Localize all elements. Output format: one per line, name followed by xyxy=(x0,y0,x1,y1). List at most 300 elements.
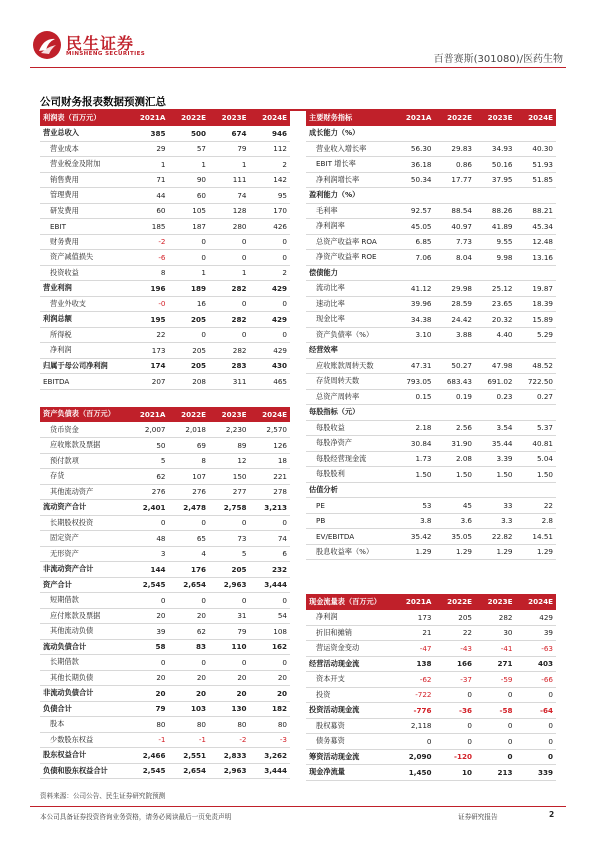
row-value: 189 xyxy=(169,281,210,297)
minsheng-logo-icon xyxy=(32,30,62,60)
year-header: 2024E xyxy=(516,110,557,126)
table-row xyxy=(306,498,556,514)
row-label: 投资收益 xyxy=(40,265,128,281)
row-label: 研发费用 xyxy=(40,203,128,219)
row-label: 经营活动现金流 xyxy=(306,656,394,672)
row-value: -37 xyxy=(435,672,476,688)
row-value: -62 xyxy=(394,672,435,688)
row-value: 0 xyxy=(250,327,291,343)
row-value: 195 xyxy=(128,312,169,328)
row-value: 88.54 xyxy=(435,203,476,219)
row-value: 0 xyxy=(209,250,250,266)
table-row xyxy=(40,655,290,671)
row-label: PB xyxy=(306,513,394,529)
row-value: 0 xyxy=(435,718,476,734)
row-value: 0 xyxy=(169,655,210,671)
row-label: 资产合计 xyxy=(40,577,128,593)
row-value: 2,551 xyxy=(169,748,210,764)
year-header: 2021A xyxy=(128,110,169,126)
row-value: 35.42 xyxy=(394,529,435,545)
row-value: 0 xyxy=(169,250,210,266)
row-value: 174 xyxy=(128,358,169,374)
row-label: 折旧和摊销 xyxy=(306,625,394,641)
row-value: 0 xyxy=(516,734,557,750)
row-value: 60 xyxy=(169,188,210,204)
row-label: 营业外收支 xyxy=(40,296,128,312)
table-row xyxy=(306,157,556,173)
row-label: 非流动负债合计 xyxy=(40,686,128,702)
row-label: 长期股权投资 xyxy=(40,515,128,531)
row-value xyxy=(394,188,435,204)
row-label: 债务募资 xyxy=(306,734,394,750)
row-value: 41.12 xyxy=(394,281,435,297)
row-value: 0 xyxy=(250,655,291,671)
row-value: 12.48 xyxy=(516,234,557,250)
row-label: 投资 xyxy=(306,687,394,703)
row-value: -47 xyxy=(394,641,435,657)
row-value: 1.29 xyxy=(475,544,516,560)
row-value: 35.44 xyxy=(475,436,516,452)
table-row xyxy=(40,141,290,157)
table-row xyxy=(306,641,556,657)
table-row xyxy=(40,500,290,516)
row-label: 应付账款及票据 xyxy=(40,608,128,624)
row-value: 5.04 xyxy=(516,451,557,467)
row-value xyxy=(475,405,516,421)
row-label: 股息收益率（%） xyxy=(306,544,394,560)
row-label: 股东权益合计 xyxy=(40,748,128,764)
row-value: 221 xyxy=(250,469,291,485)
row-value: -43 xyxy=(435,641,476,657)
row-value: 0 xyxy=(516,749,557,765)
row-value: 205 xyxy=(209,562,250,578)
row-label: 营运资金变动 xyxy=(306,641,394,657)
right-column xyxy=(306,110,556,781)
row-label: 货币资金 xyxy=(40,422,128,438)
table-row xyxy=(40,234,290,250)
row-value: 0 xyxy=(128,593,169,609)
row-value: 403 xyxy=(516,656,557,672)
row-value xyxy=(394,265,435,281)
table-row xyxy=(306,625,556,641)
table-row xyxy=(40,281,290,297)
table-row xyxy=(40,515,290,531)
row-value: 0 xyxy=(250,296,291,312)
year-header: 2021A xyxy=(394,110,435,126)
row-value: 205 xyxy=(169,312,210,328)
row-label: 净利润 xyxy=(306,610,394,626)
table-row xyxy=(306,358,556,374)
row-label: 资产负债率（%） xyxy=(306,327,394,343)
row-value: 1,450 xyxy=(394,765,435,781)
row-value xyxy=(475,343,516,359)
row-value: 88.26 xyxy=(475,203,516,219)
table-row xyxy=(40,748,290,764)
table-row xyxy=(40,438,290,454)
row-value: 2,963 xyxy=(209,577,250,593)
row-value: 31.90 xyxy=(435,436,476,452)
row-value xyxy=(435,482,476,498)
row-label: 应收账款周转天数 xyxy=(306,358,394,374)
table-row xyxy=(40,608,290,624)
table-gap xyxy=(40,390,290,407)
row-label: 净利润 xyxy=(40,343,128,359)
row-value: 1 xyxy=(169,265,210,281)
table-row xyxy=(40,219,290,235)
brand-name-cn: 民生证券 xyxy=(66,34,135,53)
row-value: 429 xyxy=(516,610,557,626)
row-value: 34.38 xyxy=(394,312,435,328)
row-value: 29 xyxy=(128,141,169,157)
brand-logo xyxy=(32,30,182,62)
row-value xyxy=(475,126,516,142)
row-value: -58 xyxy=(475,703,516,719)
row-value: 430 xyxy=(250,358,291,374)
row-value: 2,118 xyxy=(394,718,435,734)
row-label: 每股股利 xyxy=(306,467,394,483)
row-label: 偿债能力 xyxy=(306,265,394,281)
row-value: 18.39 xyxy=(516,296,557,312)
row-value: 1.50 xyxy=(475,467,516,483)
year-header: 2022E xyxy=(169,407,210,423)
row-value: 30 xyxy=(475,625,516,641)
table-row xyxy=(40,296,290,312)
row-value: 2 xyxy=(250,157,291,173)
row-value: 282 xyxy=(209,281,250,297)
table-row xyxy=(40,546,290,562)
row-value: 5 xyxy=(128,453,169,469)
row-value: 2 xyxy=(250,265,291,281)
row-value: 36.18 xyxy=(394,157,435,173)
table-row xyxy=(40,327,290,343)
table-row xyxy=(40,732,290,748)
row-value: 0.19 xyxy=(435,389,476,405)
row-value: 0 xyxy=(209,234,250,250)
row-value: 0 xyxy=(475,718,516,734)
table-header-row xyxy=(40,110,290,126)
row-value: -1 xyxy=(169,732,210,748)
row-value: 282 xyxy=(475,610,516,626)
row-value xyxy=(516,126,557,142)
row-value: 683.43 xyxy=(435,374,476,390)
row-value: -66 xyxy=(516,672,557,688)
row-value: 28.59 xyxy=(435,296,476,312)
row-value: 0 xyxy=(209,327,250,343)
row-value: 0 xyxy=(169,515,210,531)
table-header-row xyxy=(306,594,556,610)
row-value: 205 xyxy=(169,343,210,359)
row-value: 311 xyxy=(209,374,250,390)
row-label: 其他长期负债 xyxy=(40,670,128,686)
row-value: 90 xyxy=(169,172,210,188)
row-value: 83 xyxy=(169,639,210,655)
row-value: 51.93 xyxy=(516,157,557,173)
row-value: 8 xyxy=(128,265,169,281)
row-value xyxy=(394,405,435,421)
table-header-row xyxy=(306,110,556,126)
row-value: 62 xyxy=(169,624,210,640)
row-label: 毛利率 xyxy=(306,203,394,219)
row-value: 1.50 xyxy=(516,467,557,483)
row-value: 0 xyxy=(209,593,250,609)
row-value: 2.18 xyxy=(394,420,435,436)
row-value: 19.87 xyxy=(516,281,557,297)
row-value: 2,963 xyxy=(209,763,250,779)
table-header-row xyxy=(40,407,290,423)
row-value: 2,654 xyxy=(169,577,210,593)
row-value: 0.27 xyxy=(516,389,557,405)
year-header: 2022E xyxy=(169,110,210,126)
row-value: 2.08 xyxy=(435,451,476,467)
row-label: 无形资产 xyxy=(40,546,128,562)
row-value: 0 xyxy=(209,296,250,312)
row-label: 管理费用 xyxy=(40,188,128,204)
row-label: 利润总额 xyxy=(40,312,128,328)
row-value: 5.37 xyxy=(516,420,557,436)
row-value xyxy=(516,482,557,498)
row-label: 估值分析 xyxy=(306,482,394,498)
row-value: 7.06 xyxy=(394,250,435,266)
row-value: -2 xyxy=(209,732,250,748)
table-title: 资产负债表（百万元） xyxy=(40,407,128,423)
row-value: 722.50 xyxy=(516,374,557,390)
row-value: 0.86 xyxy=(435,157,476,173)
row-value: 144 xyxy=(128,562,169,578)
table-row xyxy=(306,529,556,545)
footer-disclaimer: 本公司具备证券投资咨询业务资格，请务必阅读最后一页免责声明 xyxy=(40,813,232,821)
row-label: EV/EBITDA xyxy=(306,529,394,545)
row-label: 营业收入增长率 xyxy=(306,141,394,157)
row-value: 15.89 xyxy=(516,312,557,328)
row-value: 60 xyxy=(128,203,169,219)
row-value: 176 xyxy=(169,562,210,578)
row-label: 筹资活动现金流 xyxy=(306,749,394,765)
row-value: 3.10 xyxy=(394,327,435,343)
row-value: 385 xyxy=(128,126,169,142)
row-value: 110 xyxy=(209,639,250,655)
header-divider xyxy=(30,67,566,68)
row-value: 40.97 xyxy=(435,219,476,235)
row-value: 80 xyxy=(128,717,169,733)
row-value: -6 xyxy=(128,250,169,266)
row-value: -64 xyxy=(516,703,557,719)
table-row xyxy=(40,763,290,779)
row-value: 107 xyxy=(169,469,210,485)
row-value: 429 xyxy=(250,281,291,297)
row-label: 营业税金及附加 xyxy=(40,157,128,173)
row-value: 50 xyxy=(128,438,169,454)
row-label: 负债合计 xyxy=(40,701,128,717)
row-value: 1.29 xyxy=(394,544,435,560)
table-row xyxy=(40,422,290,438)
table-row xyxy=(40,453,290,469)
row-value: 79 xyxy=(209,624,250,640)
table-row xyxy=(306,126,556,142)
row-value: 1 xyxy=(209,157,250,173)
row-value: 95 xyxy=(250,188,291,204)
row-value: 20 xyxy=(250,686,291,702)
row-value: 2,018 xyxy=(169,422,210,438)
row-value: 1 xyxy=(169,157,210,173)
row-value xyxy=(435,405,476,421)
row-value: 37.95 xyxy=(475,172,516,188)
row-label: 非流动资产合计 xyxy=(40,562,128,578)
row-value: 3.3 xyxy=(475,513,516,529)
section-title: 公司财务报表数据预测汇总 xyxy=(40,96,166,108)
footer-report-type: 证券研究报告 xyxy=(458,813,498,821)
table-row xyxy=(306,141,556,157)
row-label: 总资产收益率 ROA xyxy=(306,234,394,250)
row-value: 276 xyxy=(169,484,210,500)
financial-table xyxy=(306,110,556,560)
table-row xyxy=(306,482,556,498)
table-row xyxy=(40,593,290,609)
row-value: 426 xyxy=(250,219,291,235)
table-row xyxy=(40,624,290,640)
row-value: 50.34 xyxy=(394,172,435,188)
row-value: 2,090 xyxy=(394,749,435,765)
row-value: 22 xyxy=(516,498,557,514)
row-value: 283 xyxy=(209,358,250,374)
row-value: 33 xyxy=(475,498,516,514)
year-header: 2022E xyxy=(435,110,476,126)
row-value: 39 xyxy=(128,624,169,640)
row-value: 13.16 xyxy=(516,250,557,266)
row-label: 少数股东权益 xyxy=(40,732,128,748)
row-value: 20 xyxy=(169,608,210,624)
row-value: 20.32 xyxy=(475,312,516,328)
row-value: 47.31 xyxy=(394,358,435,374)
row-value: 5.29 xyxy=(516,327,557,343)
row-label: EBIT xyxy=(40,219,128,235)
row-value: 208 xyxy=(169,374,210,390)
table-row xyxy=(306,513,556,529)
row-value: 16 xyxy=(169,296,210,312)
row-value: 62 xyxy=(128,469,169,485)
row-label: 营业成本 xyxy=(40,141,128,157)
row-label: 现金净流量 xyxy=(306,765,394,781)
row-value: 1.50 xyxy=(394,467,435,483)
row-value: 0 xyxy=(169,327,210,343)
table-row xyxy=(306,327,556,343)
row-value: 207 xyxy=(128,374,169,390)
row-value: 3,213 xyxy=(250,500,291,516)
row-value: 7.73 xyxy=(435,234,476,250)
row-value: 1.29 xyxy=(435,544,476,560)
row-value xyxy=(516,405,557,421)
row-value: 25.12 xyxy=(475,281,516,297)
row-value: 79 xyxy=(209,141,250,157)
year-header: 2024E xyxy=(250,407,291,423)
table-row xyxy=(306,436,556,452)
row-value xyxy=(394,343,435,359)
row-value: 73 xyxy=(209,531,250,547)
row-label: 财务费用 xyxy=(40,234,128,250)
year-header: 2023E xyxy=(209,110,250,126)
row-value: 45.05 xyxy=(394,219,435,235)
financial-table xyxy=(40,407,290,780)
table-row xyxy=(306,374,556,390)
row-value: 12 xyxy=(209,453,250,469)
row-value: 128 xyxy=(209,203,250,219)
row-label: 其他流动资产 xyxy=(40,484,128,500)
row-value: 29.83 xyxy=(435,141,476,157)
row-value: 41.89 xyxy=(475,219,516,235)
row-value: 6.85 xyxy=(394,234,435,250)
row-value: 4 xyxy=(169,546,210,562)
row-value: 182 xyxy=(250,701,291,717)
row-value: -0 xyxy=(128,296,169,312)
row-label: 营业总收入 xyxy=(40,126,128,142)
row-label: 股权募资 xyxy=(306,718,394,734)
row-value: 74 xyxy=(209,188,250,204)
row-label: 每股经营现金流 xyxy=(306,451,394,467)
row-value: 0 xyxy=(475,734,516,750)
row-label: 资产减值损失 xyxy=(40,250,128,266)
row-value: 2,758 xyxy=(209,500,250,516)
row-value: 18 xyxy=(250,453,291,469)
row-value: 48 xyxy=(128,531,169,547)
row-value: 793.05 xyxy=(394,374,435,390)
row-value xyxy=(475,265,516,281)
row-value: 674 xyxy=(209,126,250,142)
table-row xyxy=(40,577,290,593)
table-gap xyxy=(306,560,556,594)
table-title: 主要财务指标 xyxy=(306,110,394,126)
row-value: -41 xyxy=(475,641,516,657)
row-value: 126 xyxy=(250,438,291,454)
row-label: 每股净资产 xyxy=(306,436,394,452)
row-value: 79 xyxy=(128,701,169,717)
footer-divider xyxy=(30,806,566,807)
row-value: 88.21 xyxy=(516,203,557,219)
row-value: 3.8 xyxy=(394,513,435,529)
table-row xyxy=(40,358,290,374)
row-value: 74 xyxy=(250,531,291,547)
row-value: 39.96 xyxy=(394,296,435,312)
row-value: 45 xyxy=(435,498,476,514)
row-value: 0 xyxy=(250,250,291,266)
row-value: 3.88 xyxy=(435,327,476,343)
table-row xyxy=(306,219,556,235)
row-value: 57 xyxy=(169,141,210,157)
row-value: 2,545 xyxy=(128,577,169,593)
table-row xyxy=(306,610,556,626)
row-value xyxy=(516,188,557,204)
row-value: 111 xyxy=(209,172,250,188)
row-value: 0.15 xyxy=(394,389,435,405)
row-label: 速动比率 xyxy=(306,296,394,312)
row-value: 170 xyxy=(250,203,291,219)
row-value: 691.02 xyxy=(475,374,516,390)
row-value: 22 xyxy=(128,327,169,343)
row-value: 56.30 xyxy=(394,141,435,157)
row-value: 40.81 xyxy=(516,436,557,452)
table-row xyxy=(306,343,556,359)
row-value: 173 xyxy=(394,610,435,626)
row-label: 其他流动负债 xyxy=(40,624,128,640)
row-value: 2,478 xyxy=(169,500,210,516)
table-row xyxy=(40,639,290,655)
row-value: 2,545 xyxy=(128,763,169,779)
row-label: 股本 xyxy=(40,717,128,733)
row-label: 所得税 xyxy=(40,327,128,343)
row-value: 69 xyxy=(169,438,210,454)
row-value: 278 xyxy=(250,484,291,500)
row-value: 0 xyxy=(209,655,250,671)
row-value xyxy=(516,343,557,359)
row-label: 成长能力（%） xyxy=(306,126,394,142)
